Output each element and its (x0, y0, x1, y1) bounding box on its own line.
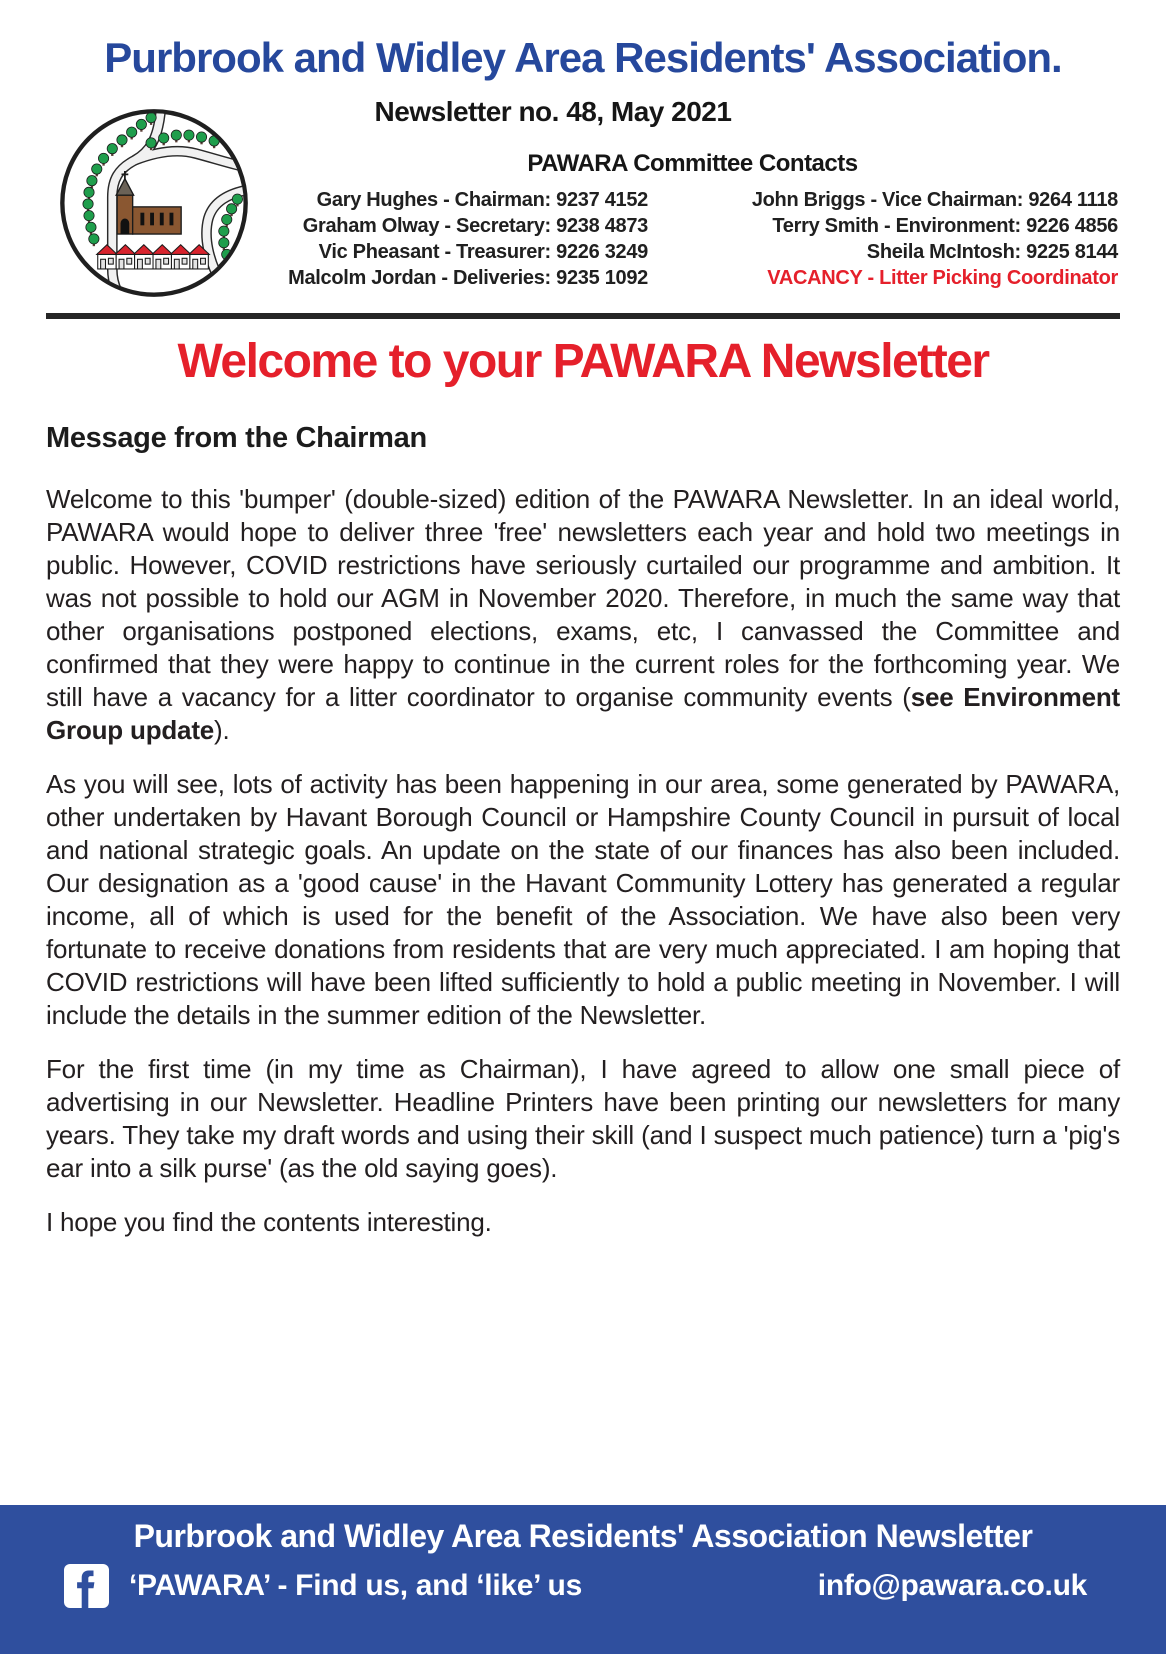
contact-entry: Vic Pheasant - Treasurer: 9226 3249 (318, 241, 648, 263)
chairman-message-body (46, 483, 1120, 1239)
contacts-column-right (737, 187, 1118, 291)
body-paragraph: I hope you find the contents interesting. (46, 1207, 492, 1237)
facebook-find-us-label[interactable]: ‘PAWARA’ - Find us, and ‘like’ us (129, 1569, 582, 1602)
association-logo (57, 103, 251, 303)
contact-entry: Sheila McIntosh: 9225 8144 (866, 241, 1118, 263)
article (46, 319, 1120, 1239)
contact-entry: Gary Hughes - Chairman: 9237 4152 (316, 189, 648, 211)
body-paragraph: For the first time (in my time as Chairman), I have agreed to allow one small piece of advertising in our Newsletter. Headline Printers have been printing our newsletters for many years. They take my draft words and using their skill (and I suspect much patience) turn a 'pig's ear into a silk purse' (as the old saying goes). (46, 1054, 1120, 1183)
body-paragraph: Welcome to this 'bumper' (double-sized) edition of the PAWARA Newsletter. In an ideal world, PAWARA would hope to deliver three 'free' newsletters each year and hold two meetings in public. However, COVID restrictions have seriously curtailed our programme and ambition. It was not possible to hold our AGM in November 2020. Therefore, in much the same way that other organisations postponed elections, exams, etc, I canvassed the Committee and confirmed that they were happy to continue in the current roles for the forthcoming year. We still have a vacancy for a litter coordinator to organise community events (see Environment Group update). (46, 484, 1120, 745)
page-footer (0, 1505, 1166, 1654)
facebook-icon[interactable] (64, 1564, 109, 1608)
contacts-column-left (267, 187, 648, 291)
page-title: Purbrook and Widley Area Residents' Association. (104, 34, 1062, 81)
welcome-heading: Welcome to your PAWARA Newsletter (177, 335, 989, 388)
footer-title: Purbrook and Widley Area Residents' Association Newsletter (133, 1518, 1033, 1554)
body-paragraph: As you will see, lots of activity has been happening in our area, some generated by PAWARA, other undertaken by Havant Borough Council or Hampshire County Council in pursuit of local and national strategic goals. An update on the state of our finances has also been included. Our designation as a 'good cause' in the Havant Community Lottery has generated a regular income, all of which is used for the benefit of the Association. We have also been very fortunate to receive donations from residents that are very much appreciated. I am hoping that COVID restrictions will have been lifted sufficiently to hold a public meeting in November. I will include the details in the summer edition of the Newsletter. (46, 769, 1120, 1030)
footer-social-row (0, 1564, 1166, 1608)
masthead (0, 0, 1166, 320)
village-logo-icon (57, 103, 251, 303)
contact-entry: VACANCY - Litter Picking Coordinator (767, 267, 1118, 289)
contact-entry: Terry Smith - Environment: 9226 4856 (772, 215, 1118, 237)
contact-email[interactable]: info@pawara.co.uk (817, 1569, 1087, 1602)
committee-contacts (267, 150, 1118, 297)
contact-entry: Graham Olway - Secretary: 9238 4873 (302, 215, 648, 237)
newsletter-subtitle: Newsletter no. 48, May 2021 (374, 96, 732, 127)
contacts-title: PAWARA Committee Contacts (527, 150, 858, 177)
contact-entry: Malcolm Jordan - Deliveries: 9235 1092 (288, 267, 648, 289)
contact-entry: John Briggs - Vice Chairman: 9264 1118 (751, 189, 1118, 211)
chairman-message-heading: Message from the Chairman (46, 422, 427, 454)
